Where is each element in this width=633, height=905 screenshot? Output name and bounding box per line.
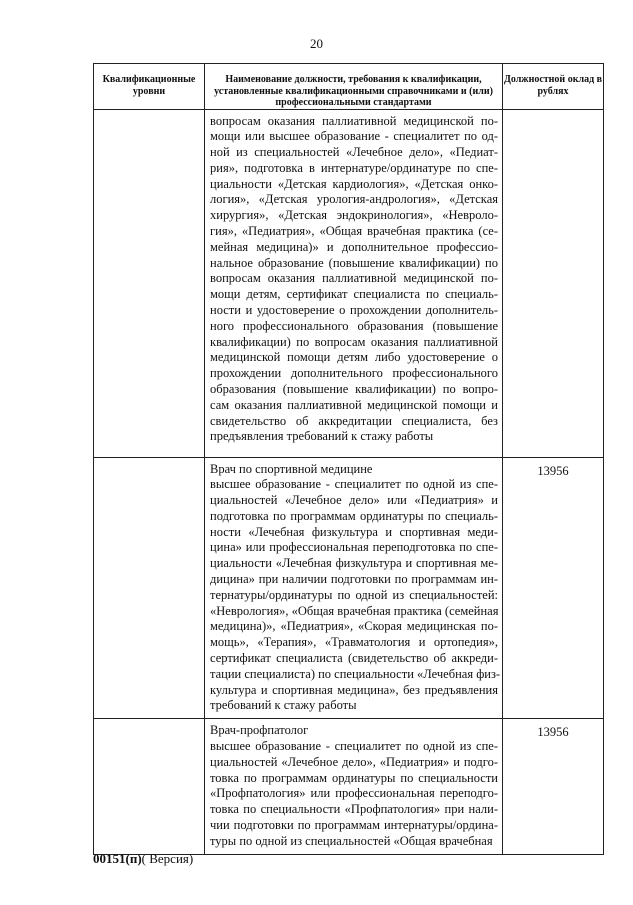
requirement-text-line: гия», «Педиатрия», «Общая врачебная практика (се-: [210, 224, 498, 239]
footer-version: ( Версия): [141, 851, 194, 866]
requirement-text-line: циальностей «Лечебное дело» или «Педиатрия» и: [210, 493, 498, 508]
requirement-text-line: медицина)», «Педиатрия», «Скорая медицинская по-: [210, 619, 498, 634]
requirement-text-line: свидетельство об аккредитации специалиста, без: [210, 413, 498, 428]
qualification-level-cell: [94, 457, 205, 719]
requirement-text-line: мощи детям, сертификат специалиста по специаль-: [210, 287, 498, 302]
requirement-text-line: чии подготовки по программам интернатуры/ордина-: [210, 818, 498, 833]
requirement-text-line: товка по специальности «Профпатология» при нали-: [210, 802, 498, 817]
requirement-text-line: квалификации) по вопросам оказания паллиативной: [210, 334, 498, 349]
requirement-text-line: циальности «Лечебная физкультура и спортивная ме-: [210, 556, 498, 571]
requirement-text-line: тернатуры/ординатуры по одной из специальностей:: [210, 587, 498, 602]
requirement-text-line: товка по программам ординатуры по специальности: [210, 770, 498, 785]
position-title: Врач по спортивной медицине: [210, 461, 373, 476]
header-qualification-levels: Квалификационные уровни: [94, 64, 205, 110]
position-title: Врач-профпатолог: [210, 723, 309, 738]
requirement-text-line: прохождении дополнительного профессионального: [210, 366, 498, 381]
table-row: [94, 109, 604, 457]
requirement-text-line: дицина» при наличии подготовки по программам ин-: [210, 572, 498, 587]
requirement-text-line: «Неврология», «Общая врачебная практика (семейная: [210, 603, 499, 618]
page-number: 20: [310, 36, 323, 51]
requirement-text-line: вопросам оказания паллиативной медицинской по-: [210, 271, 498, 286]
salary-cell: 13956: [503, 457, 604, 719]
requirement-text-line: циальности «Детская кардиология», «Детская онко-: [210, 176, 498, 191]
table-row: [94, 457, 604, 719]
requirement-text-line: циальностей «Лечебное дело», «Педиатрия» и подго-: [210, 754, 498, 769]
requirement-text-line: ной из специальностей «Лечебное дело», «Педиат-: [210, 145, 498, 160]
requirement-text-line: культура и спортивная медицина», без предъявления: [210, 682, 498, 697]
salary-cell: [503, 109, 604, 457]
requirement-text-line: «Профпатология» или профессиональная переподго-: [210, 786, 498, 801]
table-row: [94, 719, 604, 854]
requirement-text-line: высшее образование - специалитет по одной из спе-: [210, 739, 498, 754]
requirement-text-line: предъявления требований к стажу работы: [210, 429, 434, 444]
table-header-row: [94, 64, 604, 110]
requirement-text-line: туры по одной из специальностей «Общая врачебная: [210, 833, 493, 848]
requirement-text-line: мощь», «Терапия», «Травматология и ортопедия»,: [210, 635, 498, 650]
requirement-text-line: высшее образование - специалитет по одной из спе-: [210, 477, 498, 492]
salary-cell: 13956: [503, 719, 604, 854]
requirement-text-line: ности и удостоверение о прохождении дополнитель-: [210, 303, 498, 318]
position-requirements-cell: [205, 457, 503, 719]
position-requirements-cell: [205, 109, 503, 457]
document-footer: [93, 851, 193, 867]
requirement-text-line: цина» или профессиональная переподготовка по спе-: [210, 540, 498, 555]
requirement-text-line: подготовка по программам ординатуры по специаль-: [210, 508, 498, 523]
header-position-requirements: Наименование должности, требования к квалификации, установленные квалификационными справочниками и (или) профессиональными стандартами: [205, 64, 503, 110]
requirement-text-line: мейная медицина)» и дополнительное профессио-: [210, 239, 498, 254]
requirement-text-line: вопросам оказания паллиативной медицинской по-: [210, 113, 498, 128]
requirement-text-line: логия», «Детская урология-андрология», «Детская: [210, 192, 498, 207]
qualification-table: [93, 63, 604, 855]
requirement-text-line: сертификат специалиста (свидетельство об аккреди-: [210, 651, 498, 666]
requirement-text-line: хирургия», «Детская эндокринология», «Невроло-: [210, 208, 498, 223]
footer-code: 00151(п): [93, 851, 142, 866]
header-salary: Должностной оклад в рублях: [503, 64, 604, 110]
requirement-text-line: образования (повышение квалификации) по вопро-: [210, 382, 498, 397]
requirement-text-line: мощи или высшее образование - специалитет по од-: [210, 129, 498, 144]
requirement-text-line: тации специалиста) по специальности «Лечебная физ-: [210, 666, 501, 681]
requirement-text-line: нальное образование (повышение квалификации) по: [210, 255, 498, 270]
qualification-level-cell: [94, 719, 205, 854]
position-requirements-cell: [205, 719, 503, 854]
requirement-text-line: рия», подготовка в интернатуре/ординатуре по спе-: [210, 160, 498, 175]
requirement-text-line: сам оказания паллиативной медицинской помощи и: [210, 397, 498, 412]
qualification-level-cell: [94, 109, 205, 457]
requirement-text-line: ности «Лечебная физкультура и спортивная меди-: [210, 524, 498, 539]
requirement-text-line: ного профессионального образования (повышение: [210, 318, 498, 333]
requirement-text-line: медицинской помощи детям либо удостоверение о: [210, 350, 498, 365]
requirement-text-line: требований к стажу работы: [210, 698, 357, 713]
